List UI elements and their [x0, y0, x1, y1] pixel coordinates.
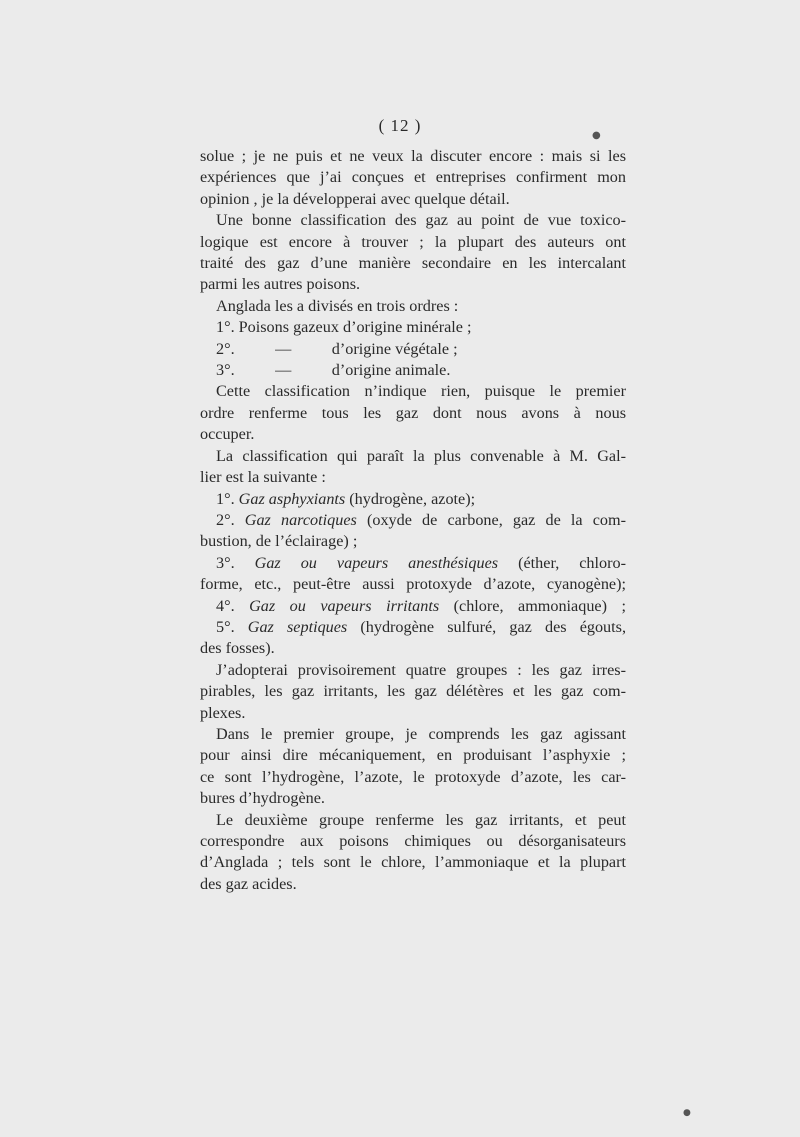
text-run: (chlore, ammoniaque) ;	[439, 596, 626, 615]
italic-term: Gaz ou vapeurs irritants	[249, 596, 440, 615]
text-run: 2°. — d’origine végétale ;	[216, 339, 458, 358]
text-line	[200, 339, 626, 360]
text-line	[200, 531, 626, 552]
text-line	[200, 317, 626, 338]
text-run: d’Anglada ; tels sont le chlore, l’ammoniaque et la plupart	[200, 853, 626, 872]
page-number: ( 12 )	[378, 116, 422, 135]
text-run: pour ainsi dire mécaniquement, en produisant l’asphyxie ;	[200, 746, 626, 765]
text-run: 3°.	[216, 553, 255, 572]
italic-term: Gaz asphyxiants	[238, 489, 346, 508]
text-line	[200, 381, 626, 402]
text-line	[200, 424, 626, 445]
text-run: (hydrogène, azote);	[345, 489, 476, 508]
text-line	[200, 296, 626, 317]
text-run: bustion, de l’éclairage) ;	[200, 532, 358, 551]
text-run: 1°. Poisons gazeux d’origine minérale ;	[216, 318, 472, 337]
text-run: logique est encore à trouver ; la plupart des auteurs ont	[200, 232, 626, 251]
text-line	[200, 745, 626, 766]
text-line	[200, 831, 626, 852]
text-line	[200, 360, 626, 381]
text-line	[200, 596, 626, 617]
italic-term: Gaz septiques	[247, 617, 348, 636]
italic-term: Gaz ou vapeurs anesthésiques	[254, 553, 499, 572]
text-line	[200, 638, 626, 659]
text-line	[200, 253, 626, 274]
text-run: 2°.	[216, 510, 245, 529]
text-line	[200, 703, 626, 724]
text-run: solue ; je ne puis et ne veux la discuter encore : mais si les	[200, 147, 626, 165]
text-run: Cette classification n’indique rien, puisque le premier	[216, 382, 626, 401]
text-run: des fosses).	[200, 639, 275, 658]
text-run: pirables, les gaz irritants, les gaz délétères et les gaz com-	[200, 682, 626, 701]
text-run: Dans le premier groupe, je comprends les gaz agissant	[216, 724, 626, 743]
text-line	[200, 874, 626, 895]
text-line	[200, 852, 626, 873]
text-run: Le deuxième groupe renferme les gaz irritants, et peut	[216, 810, 626, 829]
italic-term: Gaz narcotiques	[244, 510, 357, 529]
text-run: ordre renferme tous les gaz dont nous avons à nous	[200, 403, 626, 422]
text-run: 4°.	[216, 596, 250, 615]
text-line	[200, 210, 626, 231]
text-line	[200, 403, 626, 424]
text-line	[200, 510, 626, 531]
text-run: Une bonne classification des gaz au point de vue toxico-	[216, 211, 626, 230]
text-run: J’adopterai provisoirement quatre groupes : les gaz irres-	[216, 660, 626, 679]
text-line	[200, 232, 626, 253]
text-run: 1°.	[216, 489, 239, 508]
text-run: opinion , je la développerai avec quelque détail.	[200, 189, 510, 208]
text-run: parmi les autres poisons.	[200, 275, 361, 294]
text-line	[200, 146, 626, 167]
text-run: traité des gaz d’une manière secondaire en les intercalant	[200, 254, 626, 273]
text-run: plexes.	[200, 703, 246, 722]
text-line	[200, 553, 626, 574]
text-line	[200, 810, 626, 831]
text-run: (hydrogène sulfuré, gaz des égouts,	[347, 617, 626, 636]
text-run: La classification qui paraît la plus convenable à M. Gal-	[216, 446, 626, 465]
text-run: des gaz acides.	[200, 874, 297, 893]
text-line	[200, 660, 626, 681]
text-line	[200, 189, 626, 210]
text-line	[200, 617, 626, 638]
text-run: lier est la suivante :	[200, 468, 326, 487]
text-run: forme, etc., peut-être aussi protoxyde d’azote, cyanogène);	[200, 575, 626, 594]
text-run: occuper.	[200, 425, 255, 444]
text-line	[200, 467, 626, 488]
text-line	[200, 767, 626, 788]
text-line	[200, 489, 626, 510]
text-run: (éther, chloro-	[498, 553, 626, 572]
text-run: (oxyde de carbone, gaz de la com-	[356, 510, 626, 529]
text-line	[200, 167, 626, 188]
text-run: 3°. — d’origine animale.	[216, 361, 451, 380]
text-run: correspondre aux poisons chimiques ou désorganisateurs	[200, 832, 626, 850]
text-line	[200, 681, 626, 702]
text-run: Anglada les a divisés en trois ordres :	[216, 296, 459, 315]
text-line	[200, 446, 626, 467]
text-line	[200, 574, 626, 595]
text-line	[200, 724, 626, 745]
ink-speck: ●	[592, 130, 601, 141]
text-line	[200, 274, 626, 295]
text-run: bures d’hydrogène.	[200, 789, 325, 808]
ink-speck: ●	[683, 1108, 691, 1118]
text-run: ce sont l’hydrogène, l’azote, le protoxyde d’azote, les car-	[200, 767, 626, 786]
body-text	[200, 146, 626, 895]
text-run: expériences que j’ai conçues et entreprises confirment mon	[200, 168, 626, 187]
text-line	[200, 788, 626, 809]
text-run: 5°.	[216, 617, 248, 636]
